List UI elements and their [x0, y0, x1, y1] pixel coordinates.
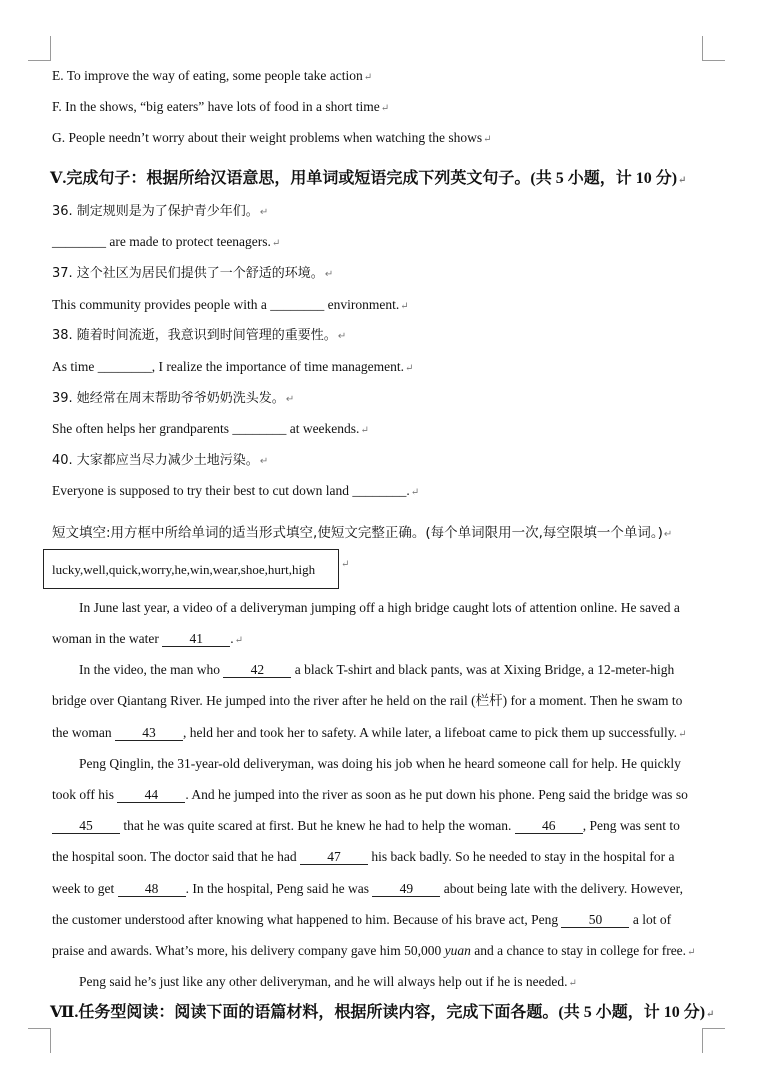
passage-line-10: week to get 48 . In the hospital, Peng said he was 49 about being late with the delivery. However,	[52, 881, 683, 896]
q36-chinese: 36. 制定规则是为了保护青少年们。↵	[52, 204, 269, 219]
passage-line-6: Peng Qinglin, the 31-year-old deliveryman, was doing his job when he heard someone call for help. He quickly	[79, 756, 681, 771]
corner-mark-top-right	[702, 36, 725, 61]
blank-42[interactable]: 42	[223, 663, 291, 678]
q38-english: As time ________, I realize the importance of time management.↵	[52, 359, 414, 374]
passage-line-2: woman in the water 41 .↵	[52, 631, 243, 646]
corner-mark-top-left	[28, 36, 51, 61]
q37-blank[interactable]: ________	[270, 297, 325, 312]
blank-50[interactable]: 50	[561, 913, 629, 928]
passage-line-3: In the video, the man who 42 a black T-shirt and black pants, was at Xixing Bridge, a 12-meter-high	[79, 662, 675, 677]
q37-chinese: 37. 这个社区为居民们提供了一个舒适的环境。↵	[52, 266, 334, 281]
q39-blank[interactable]: ________	[232, 421, 287, 436]
blank-44[interactable]: 44	[117, 788, 185, 803]
word-box	[43, 549, 339, 589]
blank-48[interactable]: 48	[118, 882, 186, 897]
corner-mark-bottom-right	[702, 1028, 725, 1053]
q40-chinese: 40. 大家都应当尽力减少土地污染。↵	[52, 453, 269, 468]
passage-line-8: 45 that he was quite scared at first. But he knew he had to help the woman. 46 , Peng was sent to	[52, 817, 680, 835]
blank-49[interactable]: 49	[372, 882, 440, 897]
q38-chinese: 38. 随着时间流逝，我意识到时间管理的重要性。↵	[52, 328, 347, 343]
q40-blank[interactable]: ________	[352, 483, 407, 498]
q39-chinese: 39. 她经常在周末帮助爷爷奶奶洗头发。↵	[52, 391, 295, 406]
q36-blank[interactable]: ________	[52, 234, 106, 249]
passage-line-1: In June last year, a video of a deliveryman jumping off a high bridge caught lots of attention online. He saved a	[79, 600, 680, 615]
passage-line-5: the woman 43 , held her and took her to safety. A while later, a lifeboat came to pick them up successfully.↵	[52, 725, 687, 740]
section-5-heading: Ⅴ.完成句子：根据所给汉语意思，用单词或短语完成下列英文句子。(共 5 小题，计 10 分)↵	[50, 170, 687, 187]
passage-line-13: Peng said he’s just like any other deliveryman, and he will always help out if he is needed.↵	[79, 974, 577, 989]
passage-line-7: took off his 44 . And he jumped into the river as soon as he put down his phone. Peng said the bridge was so	[52, 787, 688, 802]
blank-41[interactable]: 41	[162, 632, 230, 647]
passage-line-11: the customer understood after knowing what happened to him. Because of his brave act, Peng 50 a lot of	[52, 912, 672, 927]
q36-english: ________ are made to protect teenagers.↵	[52, 234, 281, 249]
q40-english: Everyone is supposed to try their best to cut down land ________.↵	[52, 483, 420, 498]
blank-43[interactable]: 43	[115, 726, 183, 741]
paragraph-mark: ↵	[341, 559, 350, 570]
corner-mark-bottom-left	[28, 1028, 51, 1053]
q37-english: This community provides people with a ________ environment.↵	[52, 297, 409, 312]
passage-line-4: bridge over Qiantang River. He jumped into the river after he held on the rail (栏杆) for a moment. Then he swam to	[52, 693, 683, 708]
section-6-instruction: 短文填空:用方框中所给单词的适当形式填空,使短文完整正确。(每个单词限用一次,每空限填一个单词。)↵	[52, 525, 673, 541]
passage-line-9: the hospital soon. The doctor said that he had 47 his back badly. So he needed to stay in the hospital for a	[52, 849, 675, 864]
q38-blank[interactable]: ________	[97, 359, 152, 374]
option-f: F. In the shows, “big eaters” have lots of food in a short time↵	[52, 99, 390, 114]
blank-47[interactable]: 47	[300, 850, 368, 865]
blank-45[interactable]: 45	[52, 819, 120, 834]
passage-line-12: praise and awards. What’s more, his delivery company gave him 50,000 yuan and a chance to stay in college for free.↵	[52, 943, 696, 958]
section-7-heading: Ⅶ.任务型阅读：阅读下面的语篇材料，根据所读内容，完成下面各题。(共 5 小题，计 10 分)↵	[50, 1004, 715, 1021]
q39-english: She often helps her grandparents ________ at weekends.↵	[52, 421, 369, 436]
option-g: G. People needn’t worry about their weight problems when watching the shows↵	[52, 130, 492, 145]
word-box-words: lucky,well,quick,worry,he,win,wear,shoe,hurt,high	[52, 562, 316, 577]
option-e: E. To improve the way of eating, some people take action↵	[52, 68, 373, 83]
blank-46[interactable]: 46	[515, 819, 583, 834]
